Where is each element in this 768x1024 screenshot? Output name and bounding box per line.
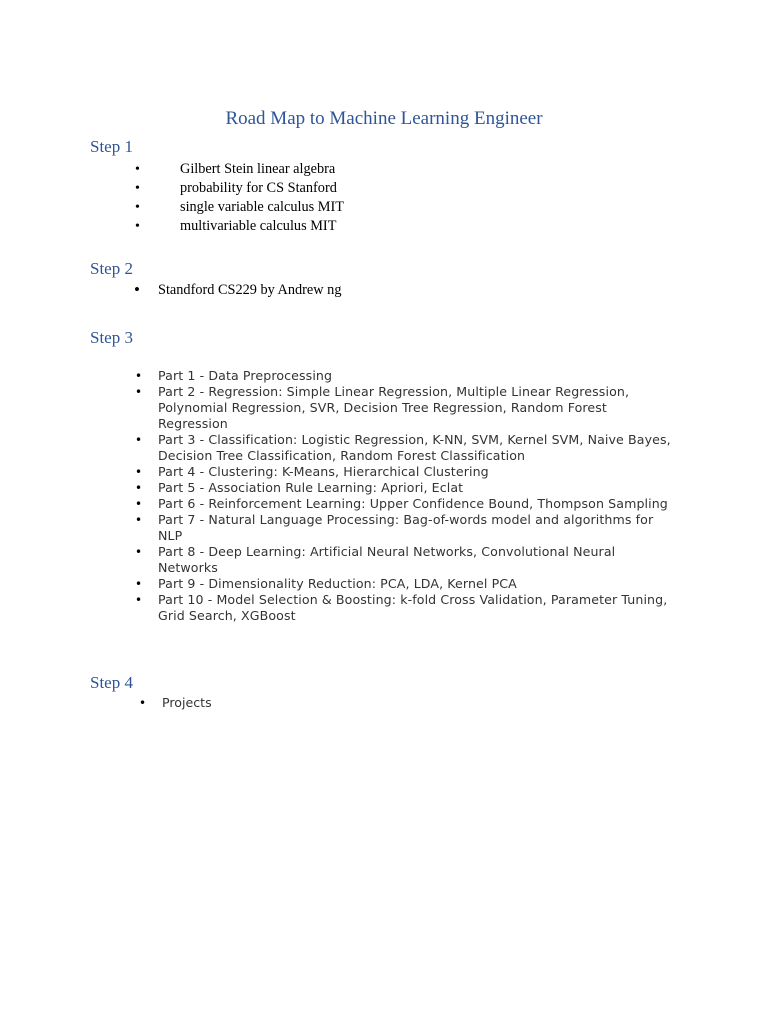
list-item xyxy=(133,179,533,198)
list-item-text: Part 5 - Association Rule Learning: Apriori, Eclat xyxy=(158,480,464,495)
step-4-heading: Step 4 xyxy=(90,673,133,692)
list-item xyxy=(133,160,533,179)
bullet-icon: • xyxy=(135,433,143,447)
bullet-icon: • xyxy=(135,465,143,479)
list-item xyxy=(133,576,678,592)
list-item xyxy=(133,384,678,432)
document-title: Road Map to Machine Learning Engineer xyxy=(225,108,543,129)
list-item-text: Part 2 - Regression: Simple Linear Regression, Multiple Linear Regression, Polynomial Regression, SVR, Decision Tree Regression, Random Forest Regression xyxy=(158,384,630,431)
step-3-list xyxy=(133,368,678,624)
step-4-list xyxy=(137,695,537,711)
list-item xyxy=(133,496,678,512)
list-item xyxy=(133,592,678,624)
list-item-text: Part 8 - Deep Learning: Artificial Neural Networks, Convolutional Neural Networks xyxy=(158,544,616,575)
list-item-text: Part 7 - Natural Language Processing: Bag-of-words model and algorithms for NLP xyxy=(158,512,654,543)
step-1-heading: Step 1 xyxy=(90,137,133,156)
list-item xyxy=(133,217,533,236)
bullet-icon: • xyxy=(135,369,143,383)
list-item xyxy=(133,480,678,496)
bullet-icon: • xyxy=(135,385,143,399)
bullet-icon: • xyxy=(135,200,140,215)
list-item-text: Projects xyxy=(162,695,212,710)
step-2-heading: Step 2 xyxy=(90,259,133,278)
bullet-icon: • xyxy=(135,181,140,196)
list-item xyxy=(133,432,678,464)
bullet-icon: • xyxy=(135,577,143,591)
list-item-text: Part 10 - Model Selection & Boosting: k-fold Cross Validation, Parameter Tuning, Grid Search, XGBoost xyxy=(158,592,668,623)
list-item xyxy=(133,281,533,300)
list-item-text: Standford CS229 by Andrew ng xyxy=(158,282,342,298)
list-item-text: Gilbert Stein linear algebra xyxy=(180,161,336,177)
bullet-icon: • xyxy=(135,593,143,607)
list-item xyxy=(133,512,678,544)
bullet-icon: • xyxy=(135,219,140,234)
list-item-text: multivariable calculus MIT xyxy=(180,218,337,234)
step-1-list xyxy=(133,160,533,236)
list-item-text: Part 4 - Clustering: K-Means, Hierarchical Clustering xyxy=(158,464,489,479)
bullet-icon: • xyxy=(139,696,147,710)
list-item-text: Part 3 - Classification: Logistic Regression, K-NN, SVM, Kernel SVM, Naive Bayes, Decision Tree Classification, Random Forest Classification xyxy=(158,432,671,463)
list-item-text: Part 9 - Dimensionality Reduction: PCA, LDA, Kernel PCA xyxy=(158,576,517,591)
list-item-text: Part 6 - Reinforcement Learning: Upper Confidence Bound, Thompson Sampling xyxy=(158,496,668,511)
list-item xyxy=(133,368,678,384)
step-2-list xyxy=(133,281,533,300)
list-item xyxy=(133,464,678,480)
bullet-icon: • xyxy=(135,545,143,559)
bullet-icon: • xyxy=(135,513,143,527)
list-item-text: single variable calculus MIT xyxy=(180,199,344,215)
list-item xyxy=(137,695,537,711)
list-item xyxy=(133,198,533,217)
bullet-icon: • xyxy=(134,280,140,299)
step-3-heading: Step 3 xyxy=(90,328,133,347)
bullet-icon: • xyxy=(135,162,140,177)
list-item xyxy=(133,544,678,576)
list-item-text: Part 1 - Data Preprocessing xyxy=(158,368,333,383)
list-item-text: probability for CS Stanford xyxy=(180,180,337,196)
bullet-icon: • xyxy=(135,481,143,495)
bullet-icon: • xyxy=(135,497,143,511)
